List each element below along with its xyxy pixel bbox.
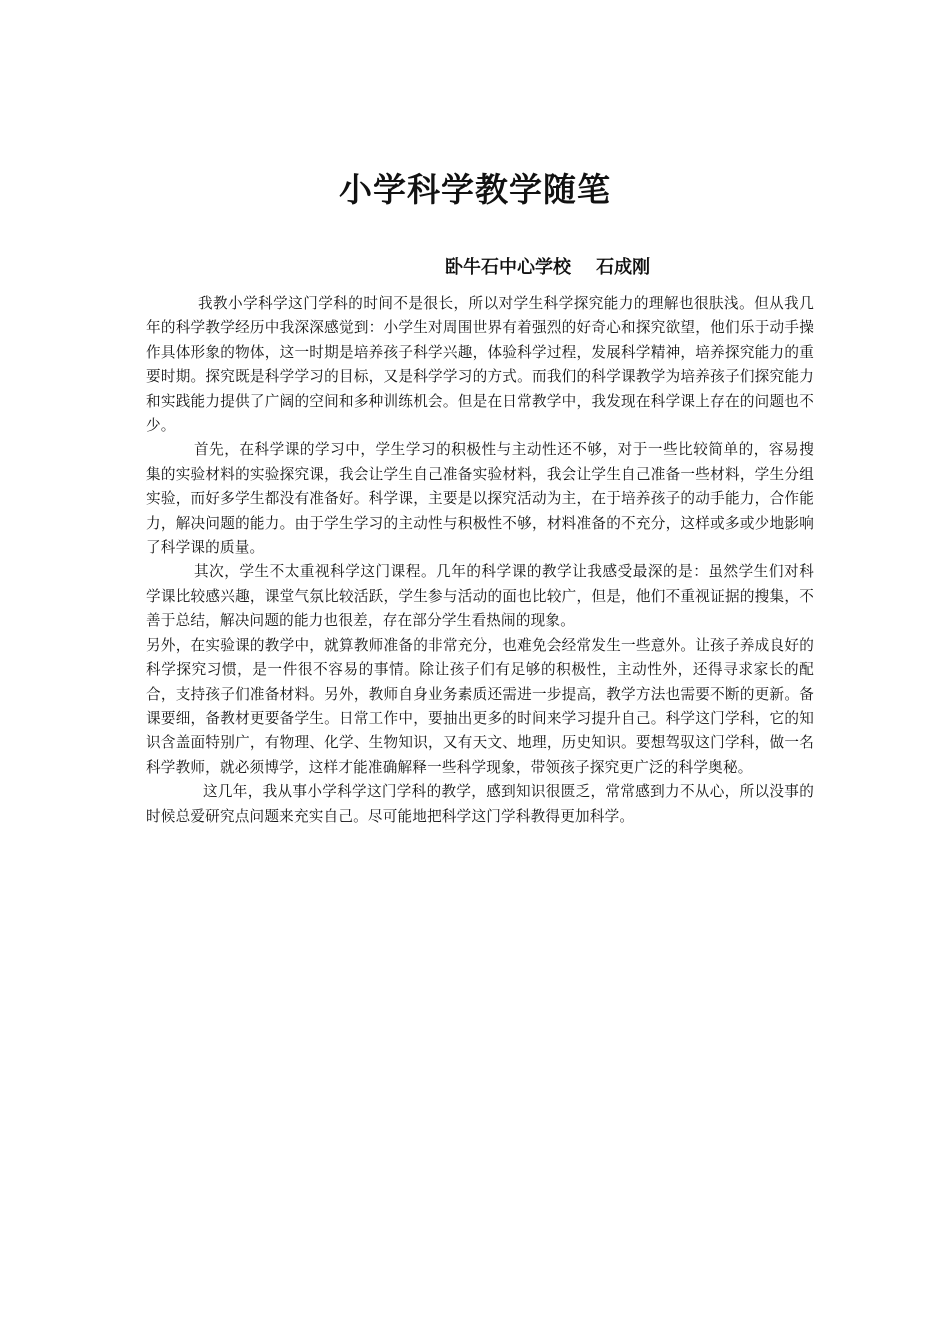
paragraph: 这几年，我从事小学科学这门学科的教学，感到知识很匮乏，常常感到力不从心，所以没事的时候总爱研究点问题来充实自己。尽可能地把科学这门学科教得更加科学。 [146,783,814,825]
paragraph: 我教小学科学这门学科的时间不是很长，所以对学生科学探究能力的理解也很肤浅。但从我几年的科学教学经历中我深深感觉到：小学生对周围世界有着强烈的好奇心和探究欲望，他们乐于动手操作具体形象的物体，这一时期是培养孩子科学兴趣，体验科学过程，发展科学精神，培养探究能力的重要时期。探究既是科学学习的目标，又是科学学习的方式。而我们的科学课教学为培养孩子们探究能力和实践能力提供了广阔的空间和多种训练机会。但是在日常教学中，我发现在科学课上存在的问题也不少。 [146,295,814,435]
paragraph: 另外，在实验课的教学中，就算教师准备的非常充分，也难免会经常发生一些意外。让孩子养成良好的科学探究习惯，是一件很不容易的事情。除让孩子们有足够的积极性，主动性外，还得寻求家长的配合，支持孩子们准备材料。另外，教师自身业务素质还需进一步提高，教学方法也需要不断的更新。备课要细，备教材更要备学生。日常工作中，要抽出更多的时间来学习提升自己。科学这门学科，它的知识含盖面特别广，有物理、化学、生物知识，又有天文、地理，历史知识。要想驾驭这门学科，做一名科学教师，就必须博学，这样才能准确解释一些科学现象，带领孩子探究更广泛的科学奥秘。 [146,636,814,776]
document-title: 小学科学教学随笔 [339,170,611,209]
paragraph: 首先，在科学课的学习中，学生学习的积极性与主动性还不够，对于一些比较简单的，容易搜集的实验材料的实验探究课，我会让学生自己准备实验材料，我会让学生自己准备一些材料，学生分组实验，而好多学生都没有准备好。科学课，主要是以探究活动为主，在于培养孩子的动手能力，合作能力，解决问题的能力。由于学生学习的主动性与积极性不够，材料准备的不充分，这样或多或少地影响了科学课的质量。 [146,441,814,557]
document-body [146,292,814,829]
author-byline: 卧牛石中心学校 石成刚 [445,257,651,278]
paragraph: 其次，学生不太重视科学这门课程。几年的科学课的教学让我感受最深的是：虽然学生们对科学课比较感兴趣，课堂气氛比较活跃，学生参与活动的面也比较广，但是，他们不重视证据的搜集，不善于总结，解决问题的能力也很差，存在部分学生看热闹的现象。 [146,563,814,630]
